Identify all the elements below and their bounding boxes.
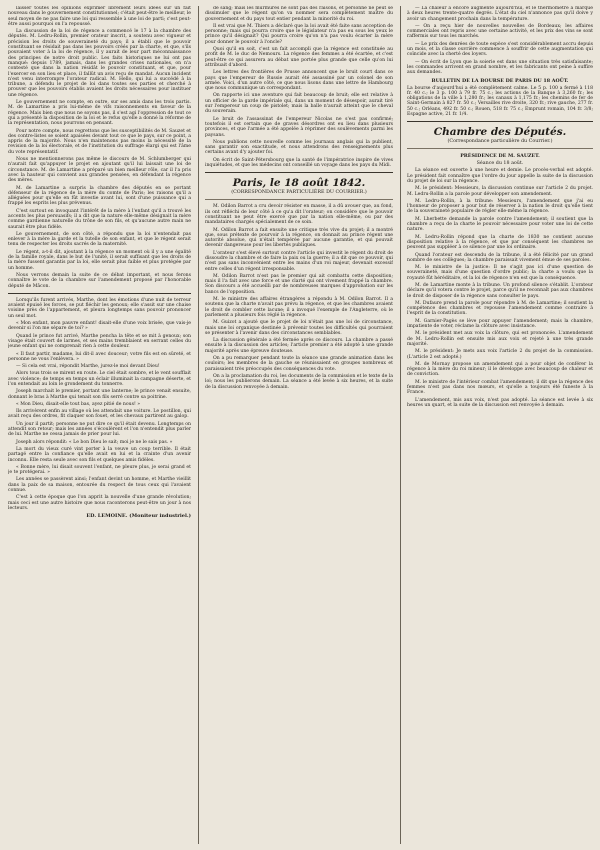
paragraph: Alors tous trois se mirent en route. Le ciel était sombre, et le vent soufflait avec violence; de temps en temps un éclair illuminait la campagne déserte, et l'on entendait au loin le grondement du tonnerre. <box>8 371 191 387</box>
paragraph: Lorsqu'ils furent arrivés, Marthe, dont les émotions d'une nuit de terreur avaient épuisé les forces, se put fléchir les genoux; elle s'assit sur une chaise voisine près de l'appartement, et pleura longtemps sans pouvoir prononcer un seul mot. <box>8 297 191 319</box>
article-chamber-session <box>407 168 593 408</box>
seance-date: Séance du 18 août. <box>476 161 524 167</box>
presidence-line: PRÉSIDENCE DE M. SAUZET. <box>460 153 540 160</box>
paragraph: M. Ledru-Rollin, à la tribune: Messieurs, l'amendement que j'ai eu l'honneur de proposer a pour but de réserver à la nation le droit qu'elle tient de la souveraineté populaire de régler elle-même la régence. <box>407 198 593 215</box>
paragraph: Joseph alors répondit: « Le bon Dieu le sait; moi je ne le sais pas. » <box>16 439 173 445</box>
section-heading-chambre: Chambre des Députés. <box>433 126 567 139</box>
paragraph: On a la proclamation du roi, les documents de la commission et le texte de la loi; nous les publierons demain. La séance a été levée à six heures, et la suite de la discussion renvoyée à demain. <box>205 373 393 390</box>
paragraph: La discussion générale a été fermée après ce discours. La chambre a passé ensuite à la discussion des articles; l'article premier a été adopté à une grande majorité après une épreuve douteuse. <box>205 338 393 354</box>
paragraph: Nous publions cette nouvelle comme les journaux anglais qui la publient, sans garantir son exactitude, et nous attendrons des renseignements plus certains avant d'y ajouter foi. <box>205 139 393 156</box>
paragraph: « Il faut partir, madame, lui dit-il avec douceur; votre fils est en sûreté, et personne ne vous l'enlèvera. » <box>8 351 191 362</box>
article-foreign-news <box>205 6 393 168</box>
paragraph: On rapporte ici une aventure qui fait beaucoup de bruit; elle est relative à un officier de la garde impériale qui, dans un moment de désespoir, aurait tiré sur l'empereur un coup de pistolet; mais la balle n'aurait atteint que le cheval du souverain. <box>205 93 393 115</box>
article-paris-correspondence <box>205 204 393 390</box>
paragraph: L'orateur s'est élevé surtout contre l'article qui investit le régent du droit de dissoudre la chambre et de faire la paix ou la guerre; il a dit que ce pouvoir, qui n'est pas sans inconvénient entre les mains d'un roi majeur, devenait excessif entre celles d'un régent irresponsable. <box>205 250 393 272</box>
article-regency-debate <box>8 6 191 289</box>
paragraph: de sang; mais les murmures ne sont pas des raisons, et personne ne peut se dissimuler que le régent qu'on va nommer sera complètement maître du gouvernement et du pays tout entier pendant la minorité du roi. <box>205 6 393 22</box>
paragraph: — La chaleur a encore augmenté aujourd'hui, et le thermomètre a marqué à deux heures trente-quatre degrés. L'état du ciel n'annonce pas qu'il doive y avoir un changement prochain dans la température. <box>407 6 593 22</box>
bourse-title: BULLETIN DE LA BOURSE DE PARIS DU 18 AOÛT. <box>431 77 569 84</box>
paragraph: On écrit de Saint-Pétersbourg que la santé de l'impératrice inspire de vives inquiétudes, et que les médecins ont conseillé un voyage dans les pays du Midi. <box>205 157 393 169</box>
column-left <box>8 6 191 844</box>
column-middle <box>205 6 393 844</box>
paragraph: M. Odilon Barrot a fait ensuite une critique très vive du projet; il a montré que, sous prétexte de pourvoir à la régence, on donnait au prince régent une autorité absolue, qui n'était tempérée par aucune garantie, et qui pouvait devenir dangereuse pour les libertés publiques. <box>205 227 393 249</box>
signature: ED. LEMOINE. (Moniteur industriel.) <box>86 513 191 520</box>
paragraph: — Le prix des denrées de toute espèce s'est considérablement accru depuis un mois, et la classe ouvrière commence à souffrir de cette augmentation qui coïncide avec la cherté des loyers. <box>407 41 593 58</box>
paragraph: Un jour il partit; personne ne put dire ce qu'il était devenu. Longtemps on attendit son retour; mais les années s'écoulèrent et l'on n'entendit plus parler de lui. Marthe ne cessa jamais de prier pour lui. <box>8 421 191 438</box>
paragraph: Joseph marchait le premier, portant une lanterne; le prince venait ensuite, donnant le bras à Marthe qui tenait son fils serré contre sa poitrine. <box>8 389 191 400</box>
section-divider <box>407 148 593 149</box>
paragraph: M. le ministre de l'intérieur combat l'amendement; il dit que la régence des femmes n'est pas dans nos mœurs, et qu'elle a toujours été funeste à la France. <box>407 379 593 396</box>
section-heading-paris: Paris, le 18 août 1842. <box>232 177 366 190</box>
paragraph: — Si cela est vrai, répondit Marthe, jurez-le moi devant Dieu! <box>16 364 160 370</box>
paragraph: M. de Mornay propose un amendement qui a pour objet de conférer la régence à la mère du roi mineur; il le développe avec beaucoup de chaleur et de conviction. <box>407 361 593 378</box>
article-news-briefs <box>407 6 593 76</box>
paragraph: M. le président: Je mets aux voix l'article 2 du projet de la commission. (L'article 2 est adopté.) <box>407 349 593 360</box>
paragraph: Ils arrivèrent enfin au village où les attendait une voiture. Le postillon, qui avait reçu des ordres, fit claquer son fouet, et les chevaux partirent au galop. <box>8 409 191 420</box>
paragraph: M. Odilon Barrot n'est pas le premier qui ait combattu cette disposition; mais il l'a fait avec une force et une clarté qui ont vivement frappé la chambre. Son discours a été accueilli par de nombreuses marques d'approbation sur les bancs de l'opposition. <box>205 273 393 295</box>
paragraph: M. Garnier-Pagès se lève pour appuyer l'amendement; mais la chambre, impatiente de voter, réclame la clôture avec insistance. <box>407 318 593 330</box>
paragraph: M. Ledru-Rollin répond que la charte de 1830 ne contient aucune disposition relative à la régence, et que par conséquent les chambres ne peuvent pas suppléer à ce silence par une loi ordinaire. <box>407 234 593 251</box>
paragraph: M. Lherbette demande la parole contre l'amendement; il soutient que la chambre a reçu de la charte le pouvoir nécessaire pour voter une loi de cette nature. <box>407 216 593 233</box>
paragraph: « Bonne mère, lui disait souvent l'enfant, ne pleure plus, je serai grand et je te protégerai. » <box>8 464 191 476</box>
paragraph: Quand le prince fut arrivé, Marthe pencha la tête et se mit à genoux; son visage était couvert de larmes, et ses mains tremblaient en serrant celles du jeune enfant qui ne comprenait rien à cette douleur. <box>8 333 191 350</box>
section-divider <box>205 199 393 200</box>
section-subheading: (Correspondance particulière du Courrier.) <box>447 139 553 145</box>
paragraph: Quand l'orateur est descendu de la tribune, il a été félicité par un grand nombre de ses collègues; la chambre paraissait vivement émue de ses paroles. <box>407 252 593 263</box>
bourse-quotes: La bourse d'aujourd'hui a été complètement calme. Le 5 p. 100 a fermé à 118 fr. 40 c.; le 3 p. 100 à 79 fr. 75 c.; les actions de la Banque à 3,260 fr.; les obligations de la ville à 1,280 fr.; les canaux à 1,175 fr.; les chemins de fer de Saint-Germain à 827 fr. 50 c.; Versailles rive droite, 320 fr.; rive gauche, 277 fr. 50 c.; Orléans, 492 fr. 50 c.; Rouen, 518 fr. 75 c.; Emprunt romain, 104 fr. 3/8; Espagne active, 21 fr. 1/4. <box>407 85 593 118</box>
paragraph: C'est surtout en invoquant l'intérêt de la mère à l'enfant qu'il a trouvé les accents les plus persuasifs; il a dit que la nature elle-même désignait la mère comme gardienne naturelle du trône de son fils, et qu'aucune autre main ne saurait être plus fidèle. <box>8 208 191 230</box>
paragraph: « Mon Dieu, disait-elle tout bas, ayez pitié de nous! » <box>16 401 141 407</box>
paragraph: M. le président: Messieurs, la discussion continue sur l'article 2 du projet. M. Ledru-Rollin a la parole pour développer son amendement. <box>407 186 593 197</box>
paragraph: M. de Lamartine a surpris la chambre des députés en se portant défenseur de la régence de la mère du comte de Paris; les raisons qu'il a alléguées pour qu'elle en fût investie avant lui, sont d'une puissance qui a frappé les esprits les plus prévenus. <box>8 185 191 207</box>
column-right <box>407 6 593 844</box>
paragraph: Le gouvernement, de son côté, a répondu que la loi n'entendait pas enlever à la mère la garde et la tutelle de son enfant, et que le régent serait tenu de respecter les droits sacrés de la maternité. <box>8 231 191 248</box>
paragraph: Il est vrai que M. Thiers a déclaré que la loi avait été faite sans acception de personne; mais qui pourra croire que le législateur n'a pas eu sous les yeux le prince qu'il désignait? Qui pourra croire qu'on n'a pas voulu écarter la mère pour donner le pouvoir à l'oncle? <box>205 23 393 45</box>
paragraph: La mort du vieux curé vint porter à la veuve un coup terrible. Il était partagé entre la confiance qu'elle avait en lui et la crainte d'un avenir inconnu. Elle resta seule avec son fils et quelques amis fidèles. <box>8 446 191 463</box>
paragraph: M. le ministre de la justice: Il ne s'agit pas ici d'une question de souveraineté, mais d'une question d'ordre public; la charte a voulu que la royauté fût héréditaire, et la loi de régence n'en est que la conséquence. <box>407 265 593 281</box>
column-rule <box>198 6 199 844</box>
section-divider <box>407 121 593 122</box>
paragraph: La discussion de la loi de régence a commencé le 17 à la chambre des députés. M. Ledru-Rollin, premier orateur inscrit, a soutenu avec vigueur et précision les droits de souveraineté du pays; il a établi que le pouvoir constituant se résidait pas dans les pouvoirs créés par la charte, et que, s'ils pouvaient voter à la loi de régence, il y aurait de leur part méconnaissance des principes de notre droit public. Les faits historiques ne lui ont pas manqué: depuis 1789, jamais, dans les grandes crises nationales, on n'a contesté que dans la nation résidât le pouvoir constituant, et que, pour l'exercer en son lieu et place, il fallût un avis reçu de mandat. Aucun incident n'est venu interrompre l'orateur radical. M. Hello, qui lui a succédé à la tribune, a défendu le projet de loi dans toutes ses parties et cherché à prouver que les pouvoirs établis avaient les droits nécessaires pour instituer une régence. <box>8 29 191 98</box>
paragraph: Le gouvernement ne compte, en outre, sur ses amis dans les trois partis. M. de Lamartine a pris lui-même de vifs raisonnements en faveur de la régence. Mais bien que nous ne soyons pas, il s'est agi l'oppression de tout ce qui a présenté la disposition de la loi et le refus qu'elle a donné la réforme de la représentation, nous pourrons en pensant. <box>8 100 191 127</box>
paragraph: M. le président met aux voix la clôture, qui est prononcée. L'amendement de M. Ledru-Rollin est ensuite mis aux voix et rejeté à une très grande majorité. <box>407 331 593 347</box>
paragraph: Le régent, a-t-il dit, ajoutant à la régence un moment où il y a une égalité de la famille royale, dans le but de l'unité, il serait suffisant que les droits de la mère fussent garantis par la loi, elle serait plus faible et plus protégée par un homme. <box>8 249 191 271</box>
paragraph: — On écrit de Lyon que la soierie est dans une situation très satisfaisante; les commandes arrivent en grand nombre, et les fabricants ont peine à suffire aux demandes. <box>407 59 593 76</box>
paragraph: Quoi qu'il en soit, c'est un fait accompli que la régence est constituée au profit de M. le duc de Nemours. La régence des femmes a été écartée, et c'est peut-être ce qui assurera au débat une portée plus grande que celle qu'on lui attribuait d'abord. <box>205 47 393 68</box>
paragraph: Les années se passèrent ainsi; l'enfant devint un homme, et Marthe vieillit dans la paix de sa maison, entourée du respect de tous ceux qui l'avaient connue. <box>8 477 191 494</box>
paragraph: C'est à cette époque que l'on apprit la nouvelle d'une grande révolution; mais ceci est une autre histoire que nous raconterons peut-être un jour à nos lecteurs. <box>8 495 191 511</box>
section-subheading: (CORRESPONDANCE PARTICULIÈRE DU COURRIER.) <box>231 190 367 196</box>
paragraph: La séance est ouverte à une heure et demie. Le procès-verbal est adopté. Le président fait connaître que l'ordre du jour appelle la suite de la discussion du projet de loi sur la régence. <box>407 168 593 184</box>
paragraph: M. de Lamartine monte à la tribune. Un profond silence s'établit. L'orateur déclare qu'il votera contre le projet, parce qu'il ne reconnaît pas aux chambres le droit de disposer de la régence sans consulter le pays. <box>407 282 593 299</box>
paragraph: laisser toutes les opinions exprimer librement leurs idées sur un fait nouveau dans le gouvernement constitutionnel; c'était peut-être le meilleur, le seul moyen de ne pas faire une loi qui ressemble à une loi de parti; c'est peut-être aussi pourquoi on l'a repoussé. <box>8 6 191 27</box>
paragraph: Nous ne mentionnerons pas même le discours de M. Schlumberger qui n'aurait fait qu'appuyer le projet en ajoutant qu'il lui laissait une loi de circonstance. M. de Lamartine a préparé un bien meilleur rôle, car il l'a pris avec la hauteur qui convient aux grandes pensées, en défendant la régence des mères. <box>8 157 191 184</box>
paragraph: Pour notre compte, nous regrettons que les susceptibilités de M. Sauzet et des contre-listes se soient apaisées devant tout ce que le pays, sur ce point, a appris de la majorité. Nous n'en maintenons pas moins la nécessité de la revision de la loi électorale, et de l'institution du suffrage élargi qui est l'âme du vote représentatif. <box>8 128 191 155</box>
paragraph: Le bruit de l'assassinat de l'empereur Nicolas ne s'est pas confirmé; toutefois il est certain que de graves désordres ont eu lieu dans plusieurs provinces, et que l'armée a été appelée à réprimer des soulèvements parmi les paysans. <box>205 116 393 138</box>
paragraph: Les lettres des frontières de Prusse annoncent que le bruit court dans ce pays que l'empereur de Russie aurait été assassiné par un colonel de son armée. Voici, d'un autre côté, ce que nous lisons dans une lettre de Hambourg que nous communique un correspondant. <box>205 70 393 92</box>
paragraph: L'amendement, mis aux voix, n'est pas adopté. La séance est levée à six heures un quart, et la suite de la discussion est renvoyée à demain. <box>407 397 593 408</box>
paragraph: M. Guizot a ajouté que le projet de loi n'était pas une loi de circonstance, mais une loi organique destinée à prévenir toutes les difficultés qui pourraient se présenter à l'avenir dans des circonstances semblables. <box>205 320 393 336</box>
paragraph: M. Odilon Barrot a cru devoir résister en masse, il a dû avouer que, au fond, ils ont réfléchi de leur côté à ce qu'a dit l'orateur; on considère que le pouvoir constituant ne peut être exercé que par la nation elle-même, ou par des mandataires chargés spécialement de ce soin. <box>205 204 393 226</box>
feuilleton <box>8 298 191 519</box>
section-divider <box>205 172 393 173</box>
paragraph: Nous verrons demain la suite de ce débat important, et nous ferons connaître le vote de la chambre sur l'amendement proposé par l'honorable député de Mâcon. <box>8 272 191 289</box>
paragraph: M. le ministre des affaires étrangères a répondu à M. Odilon Barrot. Il a soutenu que la charte n'avait pas prévu la régence, et que les chambres avaient le droit de combler cette lacune; il a invoqué l'exemple de l'Angleterre, où le parlement a plusieurs fois réglé la régence. <box>205 297 393 318</box>
section-divider <box>8 293 191 294</box>
paragraph: On a pu remarquer pendant toute la séance une grande animation dans les couloirs; les membres de la gauche se réunissaient en groupes nombreux et paraissaient très préoccupés des conséquences du vote. <box>205 356 393 372</box>
paragraph: — On a reçu hier de nouvelles nouvelles de Bordeaux; les affaires commerciales ont repris avec une certaine activité, et les prix des vins se sont raffermis sur tous les marchés. <box>407 23 593 40</box>
paragraph: « Mon enfant, mon pauvre enfant! disait-elle d'une voix brisée, que vais-je devenir si l'on me sépare de toi? » <box>8 321 191 332</box>
column-rule <box>400 6 401 844</box>
paragraph: M. Dufaure prend la parole pour répondre à M. de Lamartine; il soutient la compétence des chambres et repousse l'amendement comme contraire à l'esprit de la constitution. <box>407 300 593 317</box>
